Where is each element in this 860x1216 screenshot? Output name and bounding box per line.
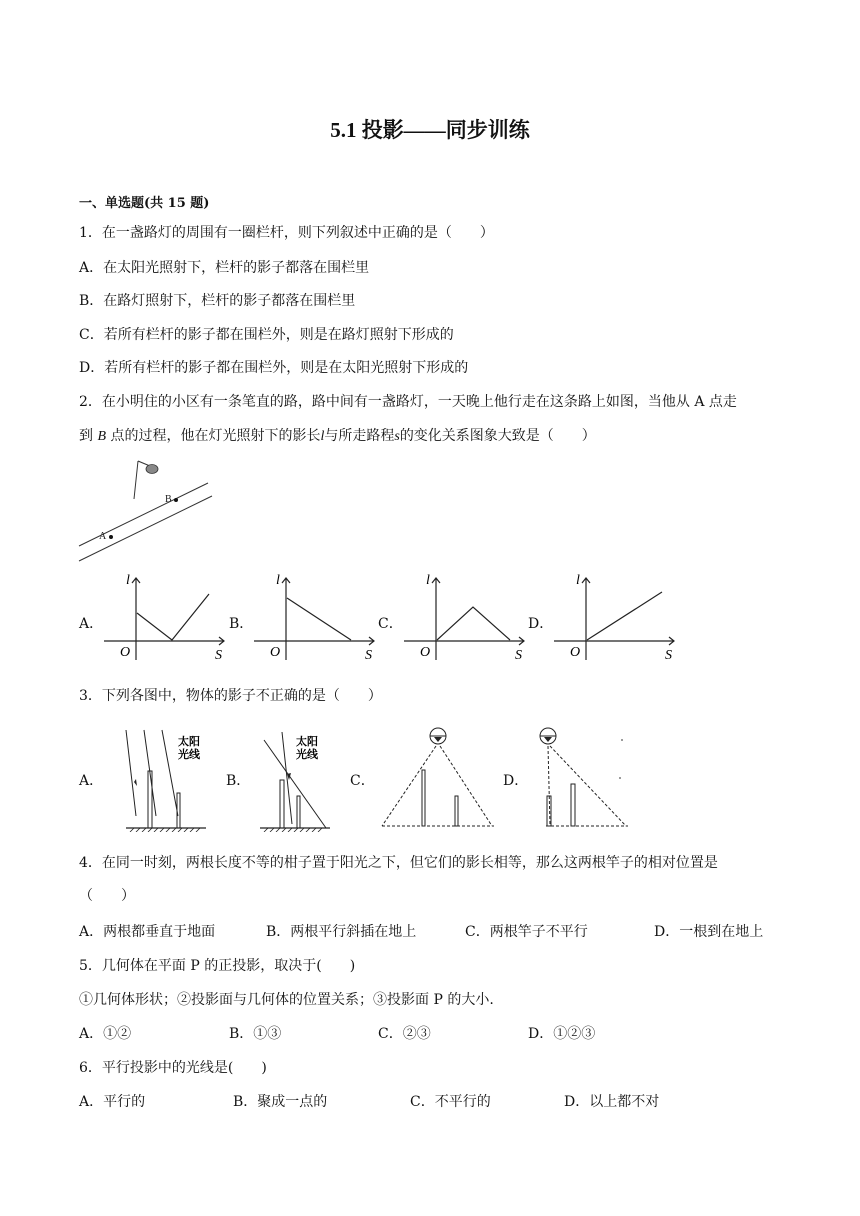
q2-option-c-label[interactable]: C． [378, 616, 403, 632]
q2-option-a-label[interactable]: A． [79, 616, 104, 632]
svg-text:光线: 光线 [296, 749, 318, 761]
section-heading: 一、单选题(共 15 题) [79, 196, 210, 211]
svg-text:O: O [120, 645, 131, 660]
q5-option-b[interactable]: B．①③ [229, 1026, 282, 1042]
q4-option-a[interactable]: A．两根都垂直于地面 [79, 924, 216, 940]
svg-text:S: S [515, 648, 522, 662]
q5-option-d[interactable]: D．①②③ [528, 1026, 596, 1042]
q4-option-b[interactable]: B．两根平行斜插在地上 [266, 924, 417, 940]
q2-option-d-label[interactable]: D． [528, 616, 554, 632]
q5-sub: ①几何体形状；②投影面与几何体的位置关系；③投影面 P 的大小. [79, 992, 494, 1008]
q2-line2-text: 点的过程，他在灯光照射下的影长 [106, 428, 321, 444]
svg-text:O: O [570, 645, 581, 660]
road-lamp-figure [76, 458, 216, 563]
q3-figure-d[interactable] [532, 726, 642, 832]
q3-option-d-label[interactable]: D． [503, 773, 529, 789]
svg-text:O: O [420, 645, 431, 660]
q1-option-c[interactable]: C．若所有栏杆的影子都在围栏外，则是在路灯照射下形成的 [79, 327, 454, 343]
svg-text:l: l [276, 573, 280, 588]
q6-option-b[interactable]: B．聚成一点的 [233, 1094, 328, 1110]
q3-figure-b[interactable] [258, 728, 338, 832]
page-title: 5.1 投影——同步训练 [330, 118, 530, 142]
q3-option-a-label[interactable]: A． [79, 773, 104, 789]
q2-graph-c[interactable] [400, 570, 530, 662]
point-b-label: B [165, 494, 172, 505]
q5-option-c[interactable]: C．②③ [378, 1026, 431, 1042]
q1-option-d[interactable]: D．若所有栏杆的影子都在围栏外，则是在太阳光照射下形成的 [79, 360, 469, 376]
q1-stem: 1．在一盏路灯的周围有一圈栏杆，则下列叙述中正确的是（ ） [79, 225, 494, 241]
svg-text:S: S [215, 648, 222, 662]
q2-var-b: B [97, 429, 107, 444]
q3-stem: 3．下列各图中，物体的影子不正确的是（ ） [79, 688, 382, 704]
q1-option-a[interactable]: A．在太阳光照射下，栏杆的影子都落在围栏里 [79, 260, 370, 276]
q3-option-b-label[interactable]: B． [226, 773, 251, 789]
q6-option-c[interactable]: C．不平行的 [410, 1094, 491, 1110]
q3-option-c-label[interactable]: C． [350, 773, 375, 789]
svg-text:S: S [365, 648, 372, 662]
svg-text:S: S [665, 648, 672, 662]
svg-text:l: l [126, 573, 130, 588]
q4-option-c[interactable]: C．两根竿子不平行 [465, 924, 588, 940]
svg-text:l: l [426, 573, 430, 588]
q2-line2-text: 到 [79, 428, 98, 444]
q2-var-l: l [320, 429, 325, 444]
q2-line1: 2．在小明住的小区有一条笔直的路，路中间有一盏路灯，一天晚上他行走在这条路上如图，当他从 A 点走 [79, 394, 737, 410]
svg-text:光线: 光线 [178, 749, 200, 761]
q2-line2 [79, 426, 596, 447]
q6-option-a[interactable]: A．平行的 [79, 1094, 146, 1110]
q6-stem: 6．平行投影中的光线是( ) [79, 1060, 267, 1076]
q2-option-b-label[interactable]: B． [229, 616, 254, 632]
q2-var-s: s [394, 429, 400, 444]
q4-option-d[interactable]: D．一根到在地上 [654, 924, 764, 940]
q6-option-d[interactable]: D．以上都不对 [564, 1094, 660, 1110]
q5-stem: 5．几何体在平面 P 的正投影，取决于( ) [79, 958, 356, 974]
q2-graph-a[interactable] [100, 570, 230, 662]
q5-option-a[interactable]: A．①② [79, 1026, 132, 1042]
svg-text:太阳: 太阳 [178, 736, 200, 748]
q4-line2: （ ） [79, 888, 135, 904]
q3-figure-c[interactable] [378, 726, 498, 832]
q3-figure-a[interactable] [122, 728, 214, 832]
svg-text:l: l [576, 573, 580, 588]
q2-graph-d[interactable] [550, 570, 680, 662]
q4-line1: 4．在同一时刻，两根长度不等的柑子置于阳光之下，但它们的影长相等，那么这两根竿子的相对位置是 [79, 855, 718, 871]
svg-text:O: O [270, 645, 281, 660]
point-a-label: A [99, 531, 107, 542]
q2-line2-text: 的变化关系图象大致是（ ） [399, 428, 596, 444]
q2-graph-b[interactable] [250, 570, 380, 662]
q1-option-b[interactable]: B．在路灯照射下，栏杆的影子都落在围栏里 [79, 293, 356, 309]
svg-text:太阳: 太阳 [296, 736, 318, 748]
q2-line2-text: 与所走路程 [324, 428, 395, 444]
